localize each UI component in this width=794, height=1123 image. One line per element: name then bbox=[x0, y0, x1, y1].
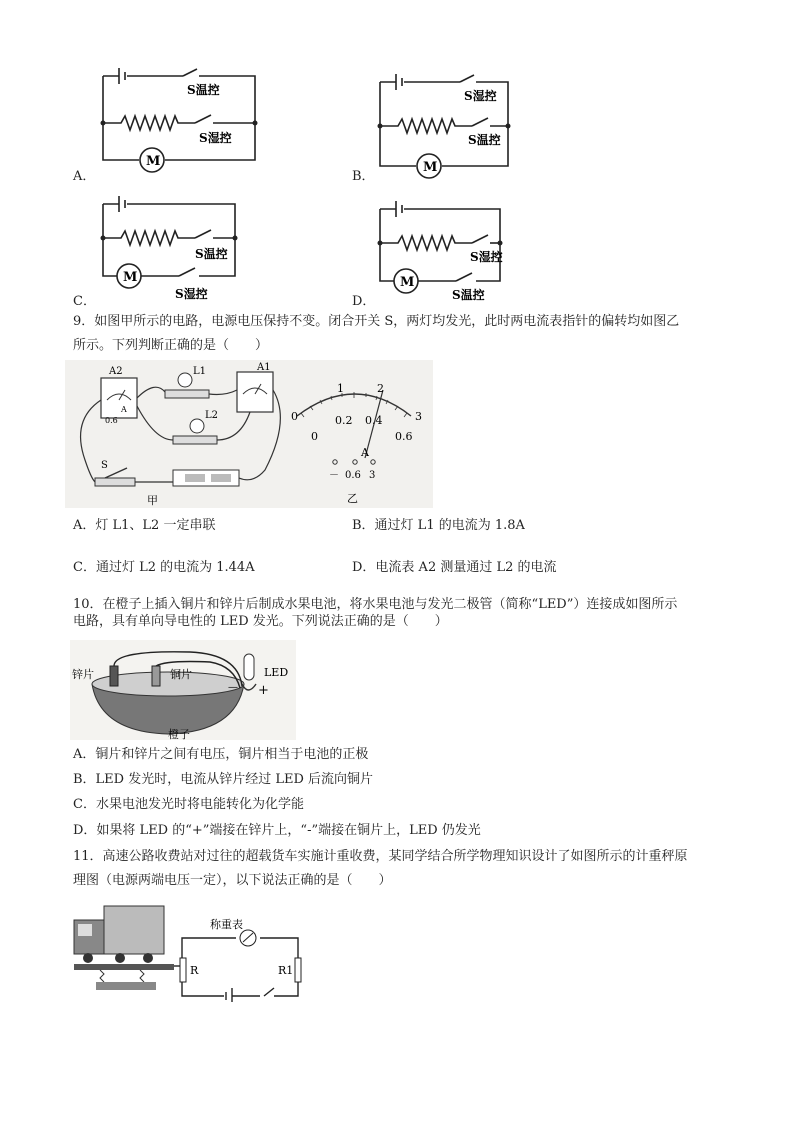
question-11-figure bbox=[70, 902, 306, 1002]
circuit-diagram-a bbox=[95, 62, 265, 174]
truck-icon bbox=[74, 906, 164, 963]
switch-humid-label: S湿控 bbox=[175, 287, 208, 301]
battery-icon bbox=[173, 470, 239, 486]
dial-bottom-3: 0.6 bbox=[395, 430, 413, 443]
question-11-line-2: 理图（电源两端电压一定），以下说法正确的是（ ） bbox=[73, 873, 392, 888]
question-10-option-b: B．LED 发光时，电流从锌片经过 LED 后流向铜片 bbox=[73, 772, 374, 787]
spring-icon bbox=[100, 970, 144, 982]
motor-label: M bbox=[423, 160, 438, 175]
switch-humid-label: S湿控 bbox=[470, 250, 503, 264]
dial-top-3: 3 bbox=[415, 410, 422, 423]
lamp-l2-label: L2 bbox=[205, 410, 219, 421]
dial-top-0: 0 bbox=[291, 410, 298, 423]
switch-temp-label: S温控 bbox=[187, 83, 220, 97]
led-plus-label: + bbox=[258, 683, 269, 698]
option-label-c: C． bbox=[73, 294, 96, 309]
ammeter-a2-unit: A bbox=[121, 405, 127, 414]
question-9-option-c: C．通过灯 L2 的电流为 1.44A bbox=[73, 560, 255, 575]
resistor-r1-icon bbox=[295, 958, 301, 982]
switch-label: S bbox=[101, 460, 108, 471]
circuit-diagram-c bbox=[95, 190, 265, 302]
dial-top-1: 1 bbox=[337, 382, 344, 395]
scale-platform bbox=[74, 964, 174, 970]
resistor-r-icon bbox=[180, 958, 186, 982]
circuit-diagram-b bbox=[372, 68, 542, 180]
switch-temp-label: S温控 bbox=[452, 288, 485, 302]
dial-bottom-2: 0.4 bbox=[365, 414, 383, 427]
question-10-option-a: A．铜片和锌片之间有电压，铜片相当于电池的正极 bbox=[73, 747, 369, 762]
ammeter-a2-scale: 0.6 bbox=[105, 416, 118, 425]
switch-temp-label: S温控 bbox=[468, 133, 501, 147]
terminal-3: 3 bbox=[369, 470, 376, 481]
weighing-meter-label: 称重表 bbox=[210, 918, 243, 931]
question-9-option-a: A．灯 L1、L2 一定串联 bbox=[73, 518, 216, 533]
question-10-option-c: C．水果电池发光时将电能转化为化学能 bbox=[73, 797, 304, 812]
motor-label: M bbox=[123, 270, 138, 285]
circuit-diagram-d bbox=[372, 195, 542, 307]
lamp-l1-label: L1 bbox=[193, 366, 207, 377]
question-9-option-b: B．通过灯 L1 的电流为 1.8A bbox=[352, 518, 525, 533]
option-label-a: A． bbox=[73, 169, 96, 184]
question-11-line-1: 11．高速公路收费站对过往的超载货车实施计重收费，某同学结合所学物理知识设计了如图所示的计重秤原 bbox=[73, 849, 688, 864]
figure-jia-label: 甲 bbox=[147, 494, 158, 507]
dial-bottom-0: 0 bbox=[311, 430, 318, 443]
question-10-figure bbox=[70, 640, 296, 740]
ammeter-a2-label: A2 bbox=[109, 366, 123, 377]
scale-base bbox=[96, 982, 156, 990]
question-9-option-d: D．电流表 A2 测量通过 L2 的电流 bbox=[352, 560, 557, 575]
question-9-line-2: 所示。下列判断正确的是（ ） bbox=[73, 338, 269, 353]
copper-plate bbox=[152, 666, 160, 686]
motor-label: M bbox=[146, 154, 161, 169]
resistor-r-label: R bbox=[190, 964, 199, 977]
zinc-label: 锌片 bbox=[72, 668, 94, 681]
question-10-option-d: D．如果将 LED 的“+”端接在锌片上，“-”端接在铜片上，LED 仍发光 bbox=[73, 823, 481, 838]
resistor-r1-label: R1 bbox=[278, 964, 294, 977]
ammeter-a2-icon bbox=[101, 378, 137, 418]
switch-temp-label: S温控 bbox=[195, 247, 228, 261]
copper-label: 铜片 bbox=[170, 668, 192, 681]
terminal-minus: － bbox=[329, 470, 339, 481]
switch-humid-label: S湿控 bbox=[464, 89, 497, 103]
orange-label: 橙子 bbox=[168, 728, 190, 740]
switch-humid-label: S湿控 bbox=[199, 131, 232, 145]
ammeter-a1-icon bbox=[237, 372, 273, 412]
question-10-line-2: 电路，具有单向导电性的 LED 发光。下列说法正确的是（ ） bbox=[73, 614, 448, 629]
dial-bottom-1: 0.2 bbox=[335, 414, 353, 427]
terminal-0-6: 0.6 bbox=[345, 470, 361, 481]
dial-unit: A bbox=[361, 446, 369, 459]
question-9-line-1: 9．如图甲所示的电路，电源电压保持不变。闭合开关 S，两灯均发光，此时两电流表指针的偏转均如图乙 bbox=[73, 314, 680, 329]
figure-yi-label: 乙 bbox=[347, 492, 358, 505]
dial-top-2: 2 bbox=[377, 382, 384, 395]
motor-label: M bbox=[400, 275, 415, 290]
ammeter-a1-label: A1 bbox=[257, 362, 271, 373]
led-minus-label: — bbox=[228, 682, 238, 693]
option-label-d: D． bbox=[352, 294, 376, 309]
option-label-b: B． bbox=[352, 169, 375, 184]
question-10-line-1: 10．在橙子上插入铜片和锌片后制成水果电池，将水果电池与发光二极管（简称“LED”）连接成如图所示 bbox=[73, 597, 678, 612]
led-label: LED bbox=[264, 666, 289, 679]
question-9-figure bbox=[65, 360, 433, 508]
zinc-plate bbox=[110, 666, 118, 686]
